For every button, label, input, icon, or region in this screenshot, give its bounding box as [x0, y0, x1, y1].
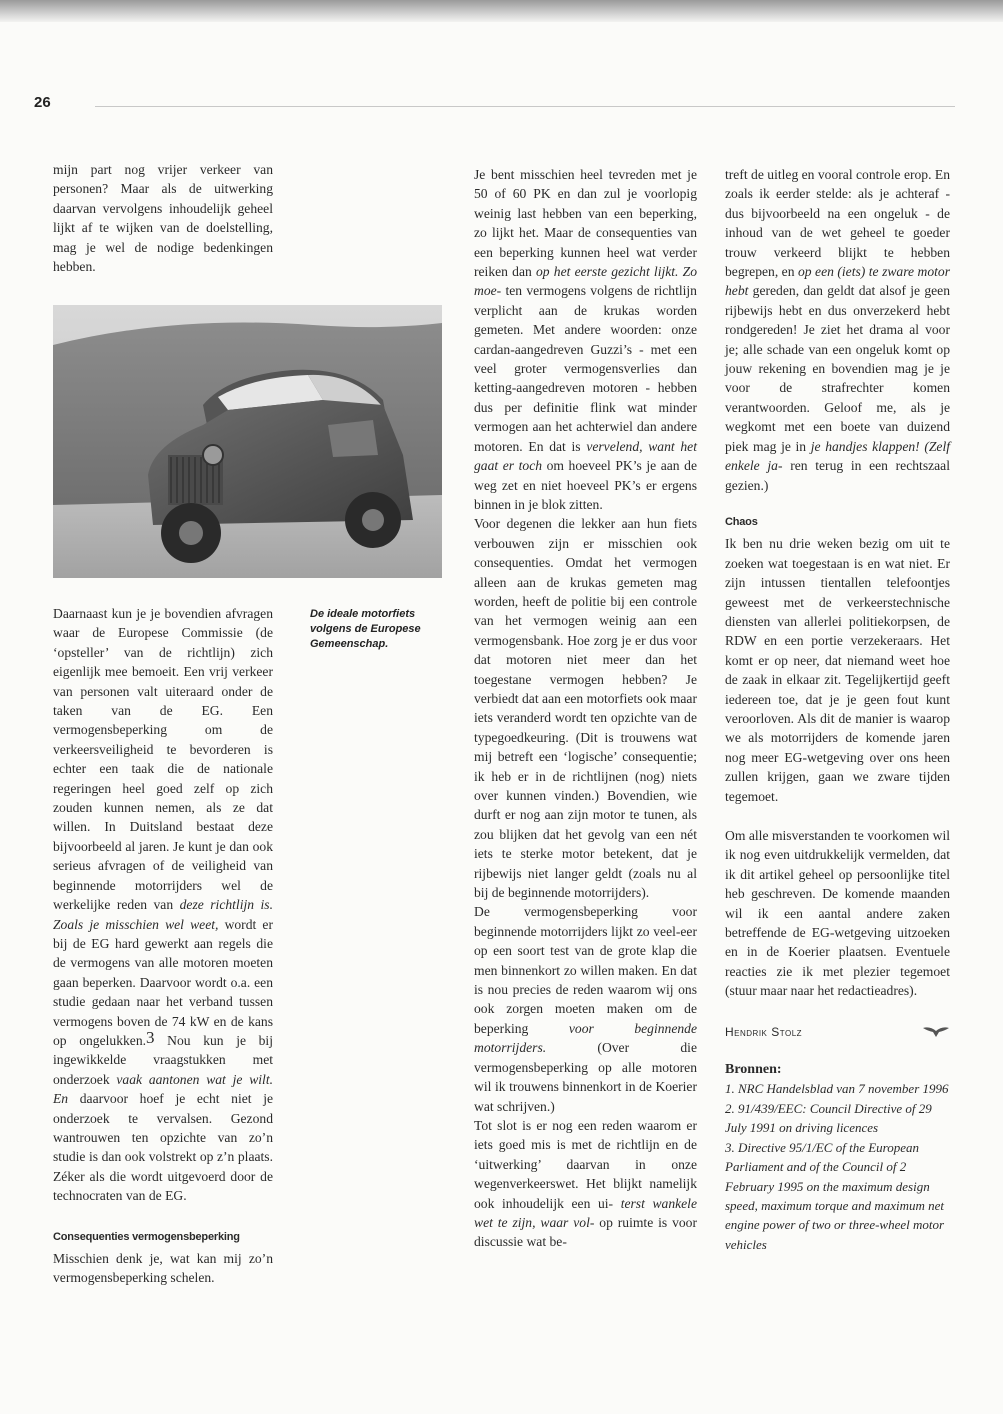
- section-heading: Chaos: [725, 515, 758, 528]
- column-3: [725, 165, 950, 1254]
- text-run: gereden, dan geldt dat alsof je geen rijbewijs hebt en dus onverzekerd hebt rondgereden! Je ziet het drama al voor je; alle schade van een ongeluk komt op jouw rekening en bovendien mag je je voor de strafrechter komen verantwoorden. Geloof me, als je wegkomt met een boete van duizend piek mag je in: [725, 283, 950, 454]
- text-run: Tot slot is er nog een reden waarom er iets goed mis is met de richtlijn en de ‘uitwerking’ daarvan in onze wegenverkeerswet. Het blijkt namelijk ook inhoudelijk een ui-: [474, 1117, 697, 1211]
- italic-run: voor beginnende motorrijders.: [474, 1020, 697, 1056]
- column-2: [474, 165, 697, 1252]
- paragraph: [474, 902, 697, 1115]
- text-run: op ruimte is voor discussie wat be-: [474, 1214, 697, 1250]
- eagle-logo-icon: [922, 1025, 950, 1039]
- text-run: ren terug in een rechtszaal gezien.): [725, 458, 950, 493]
- text-run: De vermogensbeperking voor beginnende motorrijders lijkt zo veel-eer op een soort test van de grote klap die men binnenkort zo willen maken. En dat is nou precies de reden waarom wij ons ook zorgen moeten maken om de beperking: [474, 904, 697, 1036]
- paragraph: [53, 604, 273, 1206]
- header-rule: [95, 106, 955, 107]
- author-signature: [725, 1023, 950, 1042]
- text-run: Nou kun je bij ingewikkelde vraagstukken met onderzoek: [53, 1032, 273, 1087]
- text-run: Je bent misschien heel tevreden met je 50 of 60 PK en dan zul je voorlopig weinig last hebben van een beperking, zo lijkt het. Maar de consequenties van een beperking kunnen heel wat verder reiken dan: [474, 167, 697, 280]
- paragraph: mijn part nog vrijer verkeer van personen? Maar als de uitwerking daarvan vervolgens inhoudelijk geheel lijkt af te wijken van de doelstelling, mag je wel de nodige bedenkingen hebben.: [53, 162, 273, 275]
- italic-run: deze richtlijn is.: [179, 897, 273, 913]
- source-item: 2. 91/439/EEC: Council Directive of 29 July 1991 on driving licences: [725, 1100, 932, 1136]
- italic-run: vervelend, want het gaat er toch: [474, 438, 697, 474]
- text-run: om hoeveel PK’s je aan de weg zet en niet hoeveel PK’s er ergens binnen in je blok zitten.: [474, 458, 697, 512]
- text-run: treft de uitleg en vooral controle erop. En zoals ik eerder stelde: als je achteraf - dus bijvoorbeeld na een ongeluk - de inhoud van de wet geheel te goeder trouw verkeerd blijkt te hebben begrepen, en: [725, 167, 950, 280]
- footnote-ref: 3: [146, 1027, 155, 1047]
- paragraph: [474, 1116, 697, 1252]
- sources-list: [725, 1079, 950, 1254]
- photo-caption: De ideale motorfiets volgens de Europese Gemeenschap.: [310, 608, 421, 650]
- column-1-top: [53, 160, 273, 276]
- car-photo: [53, 305, 442, 578]
- italic-run: op het eerste gezicht lijkt. Zo moe-: [474, 264, 697, 299]
- section-heading: Consequenties vermogensbeperking: [53, 1230, 240, 1243]
- sources-heading: Bronnen:: [725, 1062, 782, 1078]
- column-1-bottom: [53, 604, 273, 1288]
- paragraph: [474, 165, 697, 514]
- page-number: 26: [34, 94, 51, 111]
- italic-run: Zoals je misschien wel weet,: [53, 916, 219, 932]
- paragraph: Misschien denk je, wat kan mij zo’n vermogensbeperking schelen.: [53, 1251, 273, 1286]
- paragraph: Ik ben nu drie weken bezig om uit te zoeken wat toegestaan is en wat niet. Er zijn intussen tientallen telefoontjes geweest met de verkeerstechnische diensten van allerlei politiekorpsen, de RDW en een portie verzekeraars. Het komt er op neer, dat niemand weet hoe de zaak in elkaar zit. Tegelijkertijd geeft iedereen toe, dat je je geen fout kunt veroorloven. Als dit de manier is waarop we als motorrijders de komende jaren nog meer EG-wetgeving over ons heen zullen krijgen, gaan we zware tijden tegemoet.: [725, 536, 950, 804]
- source-item: 1. NRC Handelsblad van 7 november 1996: [725, 1081, 949, 1097]
- text-run: Daarnaast kun je je bovendien afvragen waar de Europese Commissie (de ‘opsteller’ van de richtlijn) zich eigenlijk mee bemoeit. Een vrij verkeer van personen valt uiteraard onder de taken van de EG. Een vermogensbeperking om de verkeersveiligheid te bevorderen is echter een taak die de nationale regeringen heel goed zelf op zich zouden kunnen nemen, als ze dat willen. In Duitsland bestaat deze bijvoorbeeld al jaren. Je kunt je dan ook serieus afvragen of de veiligheid van beginnende motorrijders wel de werkelijke reden van: [53, 606, 273, 913]
- scan-top-edge: [0, 0, 1003, 22]
- source-item: 3. Directive 95/1/EC of the European Parliament and of the Council of 2 February 1995 on the maximum design speed, maximum torque and maximum net engine power of two or three-wheel motor vehicles: [725, 1139, 945, 1252]
- italic-run: vaak aantonen wat je wilt. En: [53, 1071, 273, 1107]
- italic-run: je handjes klappen! (Zelf enkele ja-: [725, 438, 950, 474]
- paragraph: Voor degenen die lekker aan hun fiets verbouwen zijn er misschien ook consequenties. Omdat het vermogen alleen aan de krukas gemeten mag worden, heeft de politie bij een controle van het vermogen weinig aan een vermogensbank. Hoe zorg je er dus voor dat motoren niet meer dan het toegestane vermogen hebben? Je verbiedt dat aan een motorfiets ook maar iets veranderd wordt ten opzichte van de typegoedkeuring. (Dit is trouwens wat mij betreft een ‘logische’ consequentie; ik heb er in de richtlijnen (nog) niets over kunnen vinden.) Bovendien, wie durft er nog aan zijn motor te tunen, als zou blijken dat het gevolg van een nét iets te sterke motor betekent, dat je rijbewijs niet langer geldt (zoals nu al bij de beginnende motorrijders).: [474, 516, 697, 901]
- paragraph: Om alle misverstanden te voorkomen wil ik nog even uitdrukkelijk vermelden, dat ik dit artikel geheel op persoonlijke titel heb geschreven. De komende maanden wil ik een aantal andere zaken betreffende de EG-wetgeving uitzoeken en in de Koerier plaatsen. Eventuele reacties zie ik met plezier tegemoet (stuur maar naar het redactieadres).: [725, 828, 950, 999]
- text-run: wordt er bij de EG hard gewerkt aan regels die de vermogens van alle motoren moeten gaan beperken. Daarvoor wordt o.a. een studie gedaan naar het verband tussen vermogens boven de 74 kW en de kans op ongelukken.: [53, 916, 273, 1048]
- paragraph: [725, 165, 950, 495]
- italic-run: terst wankele wet te zijn, waar vol-: [474, 1195, 697, 1230]
- text-run: (Over die vermogensbeperking op alle motoren wil ik trouwens binnenkort in de Koerier wat schrijven.): [474, 1040, 697, 1114]
- text-run: ten vermogens volgens de richtlijn verplicht aan de krukas worden gemeten. Met andere woorden: onze cardan-aangedreven Guzzi’s - met een veel groter vermogensverlies dan ketting-aangedreven motoren - hebben dus per definitie flink wat minder vermogen aan het achterwiel dan andere motoren. En dat is: [474, 283, 697, 454]
- text-run: daarvoor hoef je echt niet je onderzoek te vervalsen. Gezond wantrouwen ten opzichte van zo’n studie is dan ook volstrekt op z’n plaats. Zéker als die wordt uitgevoerd door de technocraten van de EG.: [53, 1091, 273, 1204]
- author-name: Hendrik Stolz: [725, 1024, 803, 1039]
- italic-run: op een (iets) te zware motor hebt: [725, 264, 950, 299]
